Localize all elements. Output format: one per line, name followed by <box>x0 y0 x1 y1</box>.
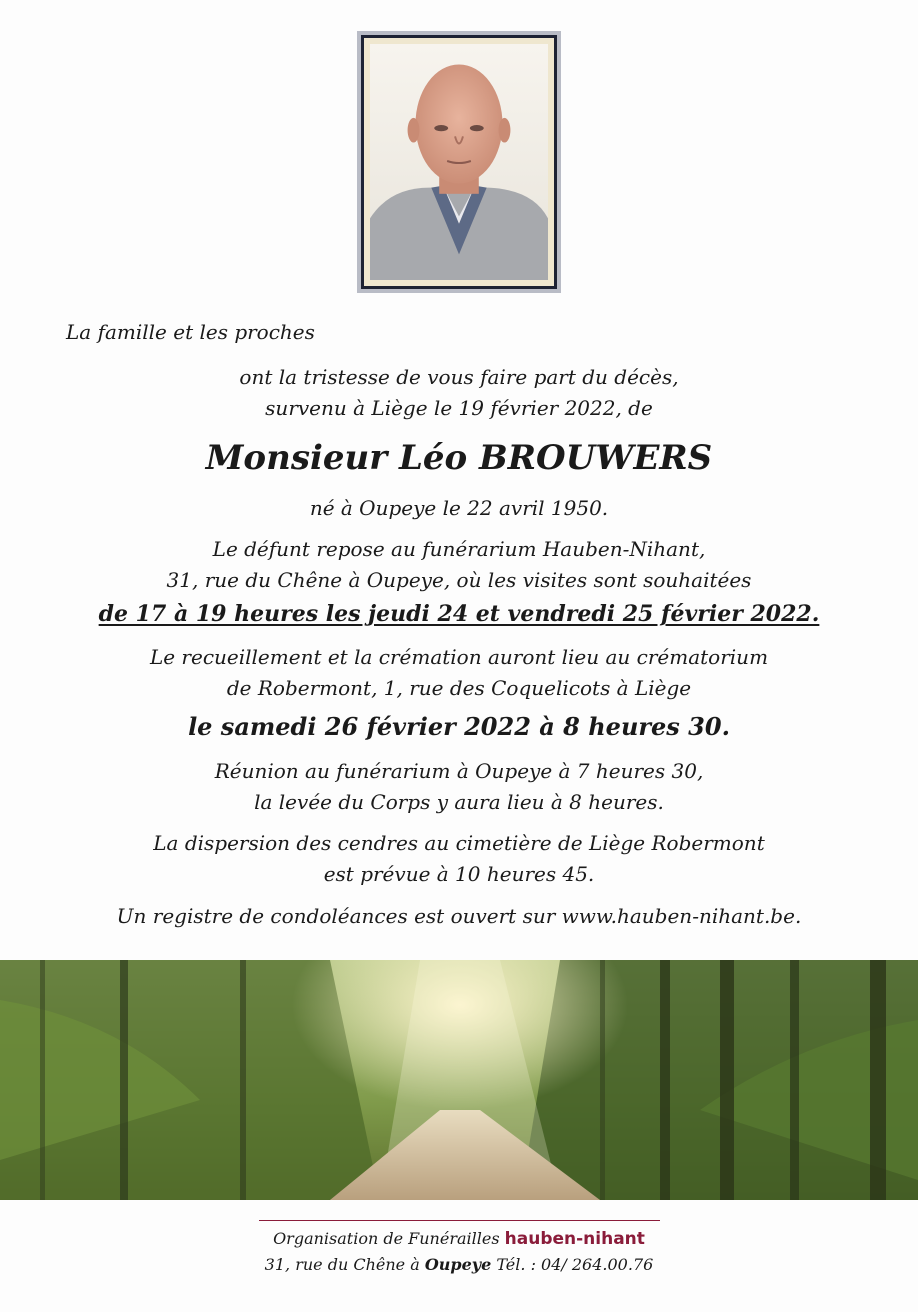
dispersion-line-2: est prévue à 10 heures 45. <box>323 862 595 886</box>
brand-name: hauben-nihant <box>504 1229 645 1249</box>
cremation-line-2: de Robermont, 1, rue des Coquelicots à Liège <box>226 676 692 700</box>
meeting-line-2: la levée du Corps y aura lieu à 8 heures. <box>254 790 664 814</box>
intro-family-line: La famille et les proches <box>66 320 315 344</box>
intro-date-line: survenu à Liège le 19 février 2022, de <box>265 396 653 420</box>
cremation-date: le samedi 26 février 2022 à 8 heures 30. <box>188 712 730 741</box>
footer-phone: Tél. : 04/ 264.00.76 <box>496 1255 654 1274</box>
footer-organisation <box>0 1229 918 1249</box>
portrait-photo <box>361 35 557 289</box>
footer-divider <box>259 1220 660 1221</box>
birth-line: né à Oupeye le 22 avril 1950. <box>309 496 609 520</box>
portrait-frame <box>357 31 561 293</box>
visits-line-1: Le défunt repose au funérarium Hauben-Nihant, <box>212 537 706 561</box>
condolence-registry: Un registre de condoléances est ouvert sur www.hauben-nihant.be. <box>116 904 802 928</box>
meeting-line-1: Réunion au funérarium à Oupeye à 7 heures 30, <box>214 759 704 783</box>
footer-address-prefix: 31, rue du Chêne à <box>264 1255 420 1274</box>
visits-line-2: 31, rue du Chêne à Oupeye, où les visites sont souhaitées <box>166 568 752 592</box>
footer-address <box>0 1255 918 1275</box>
dispersion-line-1: La dispersion des cendres au cimetière de Liège Robermont <box>153 831 765 855</box>
forest-path-photo <box>0 960 918 1200</box>
visits-schedule: de 17 à 19 heures les jeudi 24 et vendredi 25 février 2022. <box>98 601 820 627</box>
footer-address-town: Oupeye <box>424 1255 492 1274</box>
cremation-line-1: Le recueillement et la crémation auront lieu au crématorium <box>149 645 769 669</box>
footer-org-prefix: Organisation de Funérailles <box>273 1229 500 1248</box>
intro-sadness-line: ont la tristesse de vous faire part du décès, <box>239 365 679 389</box>
deceased-name: Monsieur Léo BROUWERS <box>205 438 713 478</box>
